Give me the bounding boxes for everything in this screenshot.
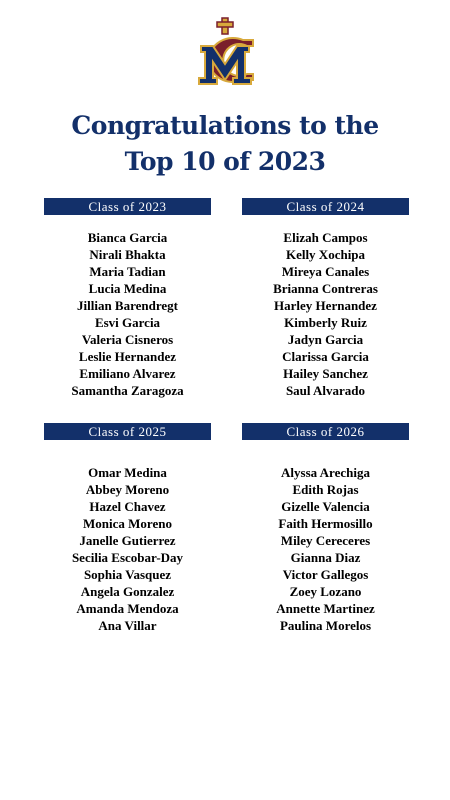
class-2025-names <box>44 464 211 634</box>
student-name: Janelle Gutierrez <box>79 533 176 548</box>
student-name: Leslie Hernandez <box>78 349 177 364</box>
student-name: Jadyn Garcia <box>287 332 364 347</box>
student-name: Hailey Sanchez <box>283 366 368 381</box>
student-name: Gianna Diaz <box>290 550 361 565</box>
student-name: Samantha Zaragoza <box>71 383 184 398</box>
class-2025-section <box>44 423 211 650</box>
student-name: Kimberly Ruiz <box>284 315 367 330</box>
school-monogram-logo <box>191 16 259 86</box>
student-name: Abbey Moreno <box>85 482 170 497</box>
student-name: Ana Villar <box>98 618 157 633</box>
class-2023-names <box>44 229 211 399</box>
class-2024-banner: Class of 2024 <box>242 198 409 215</box>
student-name: Omar Medina <box>88 465 167 480</box>
student-name: Alyssa Arechiga <box>281 465 370 480</box>
student-name: Victor Gallegos <box>282 567 369 582</box>
page-title-line-2: Top 10 of 2023 <box>124 147 326 176</box>
student-name: Clarissa Garcia <box>282 349 369 364</box>
student-name: Emiliano Alvarez <box>79 366 176 381</box>
student-name: Jillian Barendregt <box>77 298 178 313</box>
class-2024-names <box>242 229 409 399</box>
class-2024-section <box>242 198 409 415</box>
student-name: Sophia Vasquez <box>83 567 172 582</box>
student-name: Monica Moreno <box>83 516 172 531</box>
class-2026-section <box>242 423 409 650</box>
student-name: Saul Alvarado <box>285 383 366 398</box>
student-name: Kelly Xochipa <box>285 247 366 262</box>
student-name: Nirali Bhakta <box>89 247 166 262</box>
student-name: Hazel Chavez <box>89 499 166 514</box>
student-name: Bianca Garcia <box>87 230 168 245</box>
student-name: Angela Gonzalez <box>80 584 175 599</box>
student-name: Esvi Garcia <box>94 315 161 330</box>
student-name: Valeria Cisneros <box>81 332 174 347</box>
student-name: Annette Martinez <box>276 601 375 616</box>
student-name: Harley Hernandez <box>274 298 377 313</box>
student-name: Amanda Mendoza <box>76 601 179 616</box>
student-name: Paulina Morelos <box>279 618 372 633</box>
student-name: Elizah Campos <box>283 230 368 245</box>
class-2023-banner: Class of 2023 <box>44 198 211 215</box>
class-2026-names <box>242 464 409 634</box>
student-name: Gizelle Valencia <box>281 499 370 514</box>
student-name: Edith Rojas <box>292 482 359 497</box>
student-name: Mireya Canales <box>281 264 370 279</box>
student-name: Miley Cereceres <box>280 533 371 548</box>
student-name: Faith Hermosillo <box>278 516 373 531</box>
class-2025-banner: Class of 2025 <box>44 423 211 440</box>
student-name: Zoey Lozano <box>289 584 362 599</box>
student-name: Brianna Contreras <box>273 281 378 296</box>
page-title-line-1: Congratulations to the <box>71 111 379 140</box>
student-name: Maria Tadian <box>89 264 166 279</box>
student-name: Secilia Escobar-Day <box>71 550 184 565</box>
student-name: Lucia Medina <box>88 281 167 296</box>
class-2023-section <box>44 198 211 415</box>
class-2026-banner: Class of 2026 <box>242 423 409 440</box>
